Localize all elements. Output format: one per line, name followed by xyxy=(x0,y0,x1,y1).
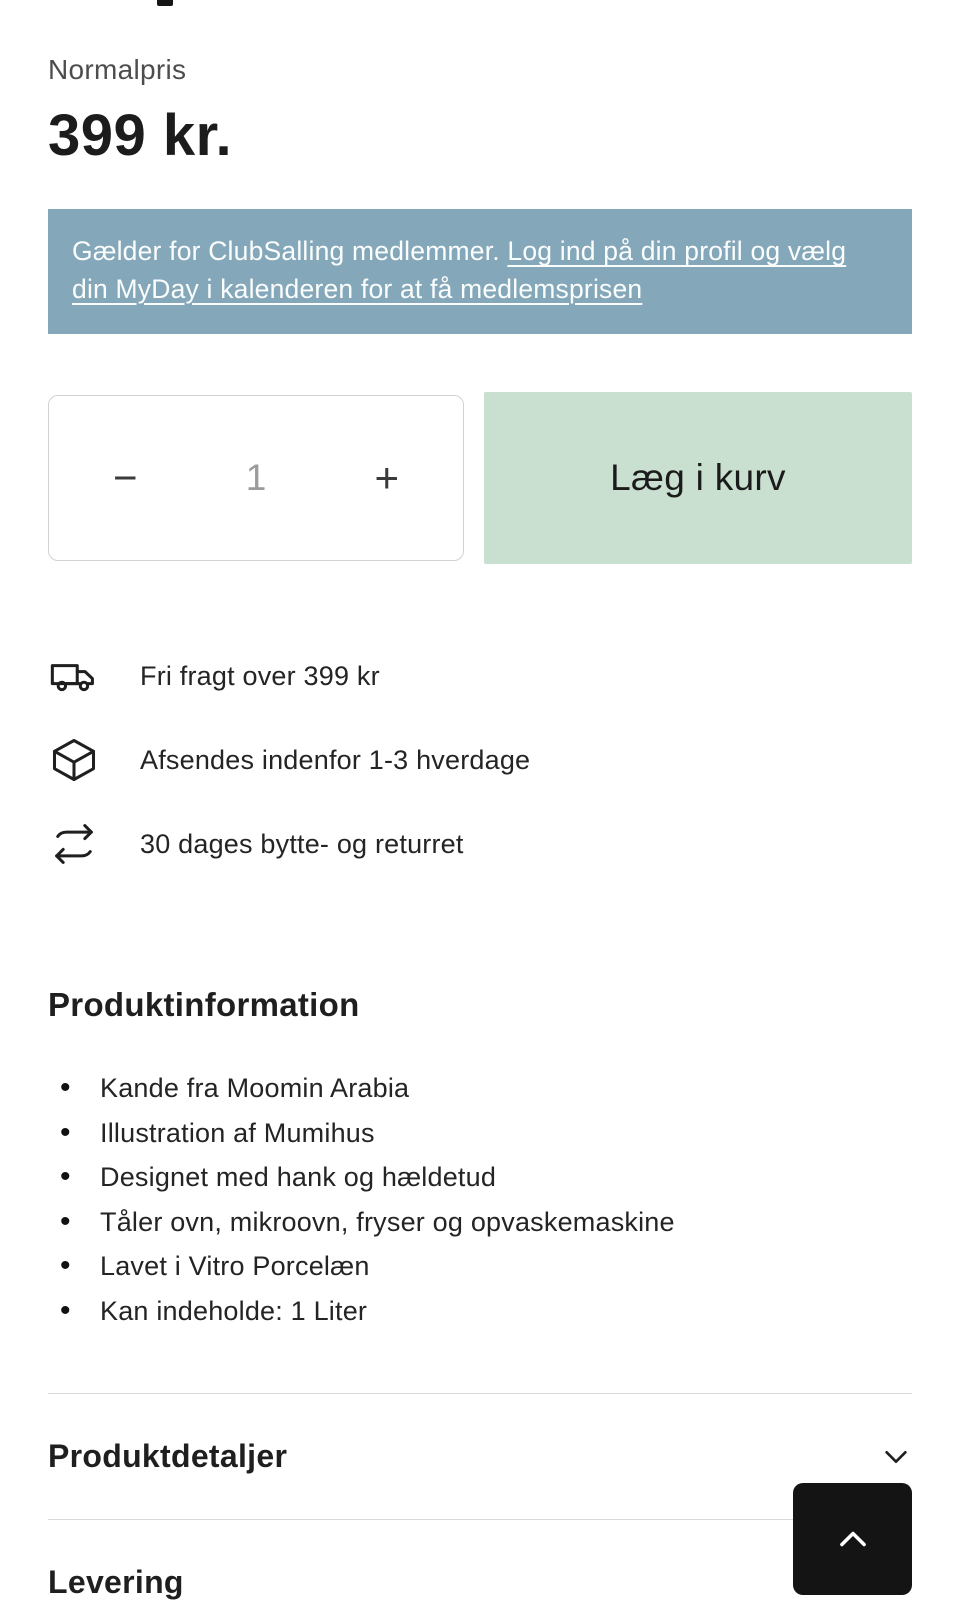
truck-icon xyxy=(48,650,100,702)
chevron-up-icon xyxy=(834,1520,872,1558)
usp-shipping xyxy=(48,650,912,702)
banner-text: Gælder for ClubSalling medlemmer. xyxy=(72,236,508,266)
accordion-product-details-label: Produktdetaljer xyxy=(48,1438,288,1475)
usp-dispatch-text: Afsendes indenfor 1-3 hverdage xyxy=(140,744,531,775)
add-to-cart-button[interactable]: Læg i kurv xyxy=(484,392,912,564)
accordion-delivery[interactable] xyxy=(48,1520,912,1601)
product-info-title: Produktinformation xyxy=(48,986,360,1024)
return-arrows-icon xyxy=(48,818,100,870)
member-price-banner xyxy=(48,209,912,334)
login-link[interactable]: Log ind på din profil og vælg din MyDay i kalenderen for at få medlemsprisen xyxy=(72,236,847,304)
package-icon xyxy=(48,734,100,786)
scroll-to-top-button[interactable] xyxy=(793,1483,912,1595)
chevron-down-icon xyxy=(880,1441,912,1473)
quantity-value: 1 xyxy=(245,457,267,499)
quantity-decrease-button[interactable]: − xyxy=(113,454,138,502)
bullet-item: • Kande fra Moomin Arabia xyxy=(48,1066,912,1111)
bullet-item: • Illustration af Mumihus xyxy=(48,1111,912,1156)
accordion-delivery-label: Levering xyxy=(48,1564,184,1601)
bullet-item: • Kan indeholde: 1 Liter xyxy=(48,1289,912,1334)
quantity-stepper xyxy=(48,395,464,561)
usp-returns-text: 30 dages bytte- og returret xyxy=(140,828,464,859)
bullet-item: • Tåler ovn, mikroovn, fryser og opvaskemaskine xyxy=(48,1200,912,1245)
product-info-bullets xyxy=(48,1066,912,1333)
usp-returns xyxy=(48,818,912,870)
accordion-product-details[interactable] xyxy=(48,1394,912,1519)
product-price: 399 kr. xyxy=(48,103,233,168)
bullet-item: • Lavet i Vitro Porcelæn xyxy=(48,1244,912,1289)
clipped-text-fragment xyxy=(157,0,173,6)
purchase-row xyxy=(48,392,912,564)
usp-list xyxy=(48,650,912,870)
quantity-increase-button[interactable]: + xyxy=(374,454,399,502)
bullet-item: • Designet med hank og hældetud xyxy=(48,1155,912,1200)
usp-dispatch xyxy=(48,734,912,786)
price-label: Normalpris xyxy=(48,54,187,85)
usp-shipping-text: Fri fragt over 399 kr xyxy=(140,660,380,691)
